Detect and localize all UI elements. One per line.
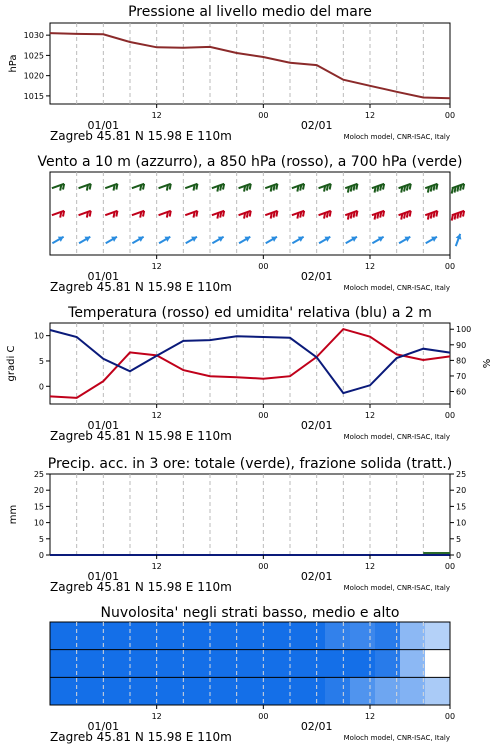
time-tick-label: 12: [151, 262, 162, 271]
wind-barb-part: [410, 211, 411, 217]
wind-barb-part: [455, 214, 456, 220]
wind-barb-part: [159, 211, 171, 215]
cloud-cell-basso: [50, 677, 76, 705]
time-tick-label: 12: [151, 411, 162, 420]
wind-barb-part: [105, 211, 117, 215]
wind-barb-part: [194, 212, 195, 218]
cloud-cell-alto: [175, 622, 201, 650]
wind-barb-part: [244, 213, 245, 219]
date-label: 02/01: [300, 270, 333, 283]
time-tick-label: 00: [444, 562, 456, 571]
time-tick-label: 12: [364, 411, 376, 420]
wind-barb-part: [428, 214, 429, 220]
pressure-chart-title: Pressione al livello medio del mare: [128, 4, 372, 20]
wind-barb-700hpa: [452, 184, 464, 194]
y-tick-label-right: 60: [456, 387, 467, 397]
y-tick-label: 25: [33, 470, 44, 479]
y-tick-label-right: 0: [456, 551, 462, 560]
y-tick-label: 1020: [23, 71, 44, 81]
wind-barb-850hpa: [372, 211, 384, 220]
cloud-cell-basso: [425, 677, 451, 705]
wind-barb-part: [356, 211, 357, 217]
wind-barb-part: [247, 185, 248, 191]
cloud-cell-alto: [400, 622, 426, 650]
wind-barb-part: [431, 213, 432, 219]
cloud-cell-basso: [275, 677, 301, 705]
wind-barb-part: [348, 214, 349, 220]
wind-barb-part: [460, 212, 461, 218]
wind-barb-700hpa: [105, 184, 117, 191]
wind-barb-part: [276, 184, 277, 190]
wind-barb-part: [247, 212, 248, 218]
wind-barb-part: [244, 186, 245, 192]
wind-barb-part: [220, 212, 221, 218]
wind-barb-700hpa: [292, 184, 304, 192]
wind-barb-850hpa: [292, 211, 304, 219]
cloud-cell-basso: [225, 677, 251, 705]
wind-barb-part: [79, 211, 91, 215]
cloud-cell-basso: [175, 677, 201, 705]
wind-barb-part: [300, 185, 301, 191]
time-tick-label: 00: [444, 111, 456, 120]
wind-barb-700hpa: [319, 184, 331, 192]
y-tick-label: 5: [38, 356, 44, 366]
wind-barb-10m: [239, 237, 250, 244]
wind-barb-10m: [346, 237, 357, 244]
cloud-cell-medio: [75, 650, 101, 678]
wind-barb-part: [303, 211, 304, 217]
cloud-chart-title: Nuvolosita' negli strati basso, medio e alto: [100, 605, 400, 621]
wind-barb-part: [87, 185, 88, 191]
wind-barb-part: [185, 184, 197, 188]
location-label: Zagreb 45.81 N 15.98 E 110m: [50, 280, 232, 294]
wind-barb-part: [143, 184, 144, 190]
y-tick-label: 10: [33, 331, 44, 341]
wind-barb-part: [220, 185, 221, 191]
wind-barb-part: [383, 211, 384, 217]
cloud-cell-medio: [275, 650, 301, 678]
wind-barb-10m: [79, 237, 90, 244]
wind-barb-part: [250, 184, 251, 190]
wind-barb-850hpa: [319, 211, 331, 219]
model-credit: Moloch model, CNR-ISAC, Italy: [343, 584, 450, 592]
wind-barb-part: [143, 211, 144, 217]
cloud-cell-alto: [125, 622, 151, 650]
wind-barb-700hpa: [399, 184, 411, 193]
wind-barb-850hpa: [132, 211, 144, 218]
location-label: Zagreb 45.81 N 15.98 E 110m: [50, 129, 232, 143]
wind-barb-700hpa: [52, 184, 64, 191]
wind-barb-700hpa: [425, 184, 437, 193]
y-axis-label: mm: [8, 504, 19, 525]
model-credit: Moloch model, CNR-ISAC, Italy: [343, 284, 450, 292]
date-label: 02/01: [300, 119, 333, 132]
wind-barb-part: [351, 213, 352, 219]
cloud-cell-medio: [50, 650, 76, 678]
wind-barb-part: [463, 211, 464, 217]
wind-barb-part: [407, 185, 408, 191]
time-tick-label: 12: [151, 562, 162, 571]
wind-barb-part: [167, 185, 168, 191]
wind-barb-part: [407, 212, 408, 218]
wind-barb-part: [60, 212, 61, 218]
cloud-cell-medio: [150, 650, 176, 678]
cloud-cell-basso: [125, 677, 151, 705]
wind-barb-part: [114, 212, 115, 218]
cloud-cell-basso: [325, 677, 351, 705]
cloud-cell-medio: [350, 650, 376, 678]
y-tick-label-right: 70: [456, 371, 467, 381]
date-label: 02/01: [300, 570, 333, 583]
y-tick-label: 1025: [23, 51, 44, 61]
time-tick-label: 12: [151, 111, 162, 120]
date-label: 02/01: [300, 419, 333, 432]
wind-barb-part: [330, 184, 331, 190]
wind-barb-part: [375, 214, 376, 220]
wind-barb-part: [167, 212, 168, 218]
wind-barb-10m: [399, 237, 410, 244]
wind-barb-part: [105, 184, 117, 188]
location-label: Zagreb 45.81 N 15.98 E 110m: [50, 730, 232, 744]
wind-barb-part: [271, 186, 272, 192]
wind-barb-part: [457, 213, 458, 219]
wind-barb-part: [434, 185, 435, 191]
wind-barb-part: [63, 184, 64, 190]
wind-barb-10m: [292, 237, 303, 244]
y-axis-label: hPa: [8, 54, 19, 73]
wind-barb-850hpa: [452, 211, 464, 221]
wind-barb-part: [457, 186, 458, 192]
wind-barb-part: [297, 186, 298, 192]
wind-barb-part: [297, 213, 298, 219]
wind-barb-part: [351, 186, 352, 192]
time-tick-label: 12: [151, 712, 162, 721]
wind-barb-part: [380, 212, 381, 218]
wind-barb-part: [377, 213, 378, 219]
cloud-cell-basso: [200, 677, 226, 705]
wind-barb-part: [303, 184, 304, 190]
y-tick-label-right: 15: [456, 502, 467, 512]
time-tick-label: 00: [444, 262, 456, 271]
wind-barb-part: [79, 184, 91, 188]
cloud-cell-medio: [200, 650, 226, 678]
wind-barb-part: [90, 184, 91, 190]
cloud-cell-alto: [300, 622, 326, 650]
date-label: 01/01: [87, 119, 120, 132]
cloud-cell-alto: [225, 622, 251, 650]
wind-barb-part: [185, 211, 197, 215]
y-tick-label: 1030: [23, 31, 44, 41]
humidity-line: [50, 330, 450, 393]
date-label: 01/01: [87, 720, 120, 733]
wind-barb-10m: [372, 237, 383, 244]
time-tick-label: 00: [258, 712, 269, 721]
wind-barb-part: [274, 212, 275, 218]
cloud-cell-alto: [200, 622, 226, 650]
wind-barb-part: [356, 184, 357, 190]
cloud-cell-basso: [400, 677, 426, 705]
wind-barb-part: [377, 186, 378, 192]
wind-barb-part: [170, 211, 171, 217]
wind-barb-part: [114, 185, 115, 191]
wind-barb-part: [348, 187, 349, 193]
cloud-cell-basso: [250, 677, 276, 705]
wind-barb-part: [452, 188, 453, 194]
y-tick-label: 5: [38, 534, 44, 544]
wind-barb-850hpa: [159, 211, 171, 218]
wind-barb-part: [223, 184, 224, 190]
cloud-cell-alto: [250, 622, 276, 650]
cloud-cell-alto: [325, 622, 351, 650]
wind-barb-part: [60, 185, 61, 191]
wind-barb-part: [63, 211, 64, 217]
wind-barb-part: [194, 185, 195, 191]
wind-barb-part: [87, 212, 88, 218]
wind-barb-10m: [212, 237, 223, 244]
time-tick-label: 12: [364, 712, 376, 721]
time-tick-label: 12: [364, 111, 376, 120]
wind-barb-700hpa: [345, 184, 357, 193]
wind-barb-part: [274, 185, 275, 191]
cloud-cell-alto: [350, 622, 376, 650]
cloud-cell-medio: [325, 650, 351, 678]
wind-barb-part: [170, 184, 171, 190]
wind-barb-850hpa: [345, 211, 357, 220]
wind-barb-10m: [159, 237, 170, 244]
cloud-cell-medio: [125, 650, 151, 678]
time-tick-label: 00: [258, 562, 269, 571]
wind-barb-part: [250, 211, 251, 217]
wind-barb-700hpa: [79, 184, 91, 191]
wind-barb-part: [217, 186, 218, 192]
cloud-cell-medio: [175, 650, 201, 678]
time-tick-label: 00: [444, 712, 456, 721]
wind-barb-700hpa: [185, 184, 197, 191]
cloud-cell-medio: [425, 650, 451, 678]
wind-barb-part: [271, 213, 272, 219]
location-label: Zagreb 45.81 N 15.98 E 110m: [50, 429, 232, 443]
wind-barb-part: [52, 211, 64, 215]
date-label: 01/01: [87, 570, 120, 583]
cloud-cell-medio: [250, 650, 276, 678]
wind-barb-10m: [456, 234, 462, 246]
wind-barb-part: [463, 184, 464, 190]
y-tick-label-right: 80: [456, 356, 467, 366]
cloud-cell-alto: [50, 622, 76, 650]
cloud-cell-medio: [400, 650, 426, 678]
wind-barb-part: [276, 211, 277, 217]
wind-barb-part: [196, 184, 197, 190]
wind-barb-part: [431, 186, 432, 192]
cloud-cell-alto: [425, 622, 451, 650]
wind-barb-part: [401, 187, 402, 193]
y-tick-label: 15: [33, 502, 44, 512]
y-tick-label: 10: [33, 518, 44, 528]
y-tick-label: 20: [33, 486, 44, 496]
wind-barb-part: [140, 212, 141, 218]
wind-barb-part: [460, 185, 461, 191]
time-tick-label: 00: [258, 111, 269, 120]
y-tick-label-right: 20: [456, 486, 467, 496]
time-tick-label: 00: [444, 411, 456, 420]
wind-chart-title: Vento a 10 m (azzurro), a 850 hPa (rosso), a 700 hPa (verde): [37, 154, 463, 170]
wind-barb-part: [410, 184, 411, 190]
cloud-cell-basso: [350, 677, 376, 705]
model-credit: Moloch model, CNR-ISAC, Italy: [343, 734, 450, 742]
wind-barb-part: [116, 211, 117, 217]
wind-barb-part: [354, 185, 355, 191]
wind-barb-10m: [319, 237, 330, 244]
wind-barb-part: [324, 186, 325, 192]
date-label: 02/01: [300, 720, 333, 733]
wind-barb-850hpa: [239, 211, 251, 219]
cloud-cell-basso: [300, 677, 326, 705]
y-tick-label: 0: [38, 551, 44, 560]
wind-barb-part: [196, 211, 197, 217]
y-tick-label: 1015: [23, 91, 44, 101]
wind-barb-part: [217, 213, 218, 219]
time-tick-label: 00: [258, 411, 269, 420]
wind-barb-part: [404, 213, 405, 219]
wind-barb-part: [330, 211, 331, 217]
location-label: Zagreb 45.81 N 15.98 E 110m: [50, 580, 232, 594]
wind-barb-part: [434, 212, 435, 218]
wind-barb-700hpa: [372, 184, 384, 193]
wind-barb-10m: [52, 237, 63, 244]
cloud-cell-alto: [275, 622, 301, 650]
wind-barb-part: [436, 184, 437, 190]
cloud-cell-medio: [300, 650, 326, 678]
wind-barb-part: [404, 186, 405, 192]
wind-barb-part: [375, 187, 376, 193]
wind-barb-700hpa: [132, 184, 144, 191]
wind-barb-850hpa: [105, 211, 117, 218]
wind-barb-700hpa: [239, 184, 251, 192]
time-tick-label: 12: [364, 262, 376, 271]
wind-barb-700hpa: [212, 184, 224, 192]
temperature-humidity-chart-title: Temperatura (rosso) ed umidita' relativa (blu) a 2 m: [68, 305, 432, 321]
wind-barb-part: [428, 187, 429, 193]
model-credit: Moloch model, CNR-ISAC, Italy: [343, 133, 450, 141]
wind-barb-part: [140, 185, 141, 191]
wind-barb-850hpa: [265, 211, 277, 219]
cloud-cell-alto: [75, 622, 101, 650]
wind-barb-part: [327, 185, 328, 191]
wind-barb-700hpa: [159, 184, 171, 191]
wind-barb-850hpa: [79, 211, 91, 218]
date-label: 01/01: [87, 419, 120, 432]
wind-barb-part: [52, 184, 64, 188]
wind-barb-part: [300, 212, 301, 218]
date-label: 01/01: [87, 270, 120, 283]
y-tick-label-right: 100: [456, 325, 472, 335]
wind-barb-part: [327, 212, 328, 218]
model-credit: Moloch model, CNR-ISAC, Italy: [343, 433, 450, 441]
y-tick-label-right: 10: [456, 518, 467, 528]
wind-barb-10m: [106, 237, 117, 244]
y-axis-label: gradi C: [6, 345, 17, 382]
time-tick-label: 00: [258, 262, 269, 271]
wind-barb-part: [455, 187, 456, 193]
wind-barb-850hpa: [52, 211, 64, 218]
precipitation-chart-title: Precip. acc. in 3 ore: totale (verde), frazione solida (tratt.): [47, 456, 453, 472]
wind-barb-850hpa: [399, 211, 411, 220]
y-axis-label-right: %: [482, 358, 493, 369]
cloud-cell-basso: [150, 677, 176, 705]
plot-frame: [50, 474, 450, 555]
wind-barb-10m: [426, 237, 437, 244]
wind-barb-part: [401, 214, 402, 220]
cloud-cell-basso: [75, 677, 101, 705]
wind-barb-part: [383, 184, 384, 190]
wind-barb-850hpa: [185, 211, 197, 218]
y-tick-label-right: 25: [456, 470, 467, 479]
wind-barb-part: [324, 213, 325, 219]
y-tick-label: 0: [38, 382, 44, 392]
wind-barb-850hpa: [212, 211, 224, 219]
wind-barb-part: [436, 211, 437, 217]
wind-barb-10m: [266, 237, 277, 244]
wind-barb-10m: [132, 237, 143, 244]
wind-barb-part: [354, 212, 355, 218]
wind-barb-part: [380, 185, 381, 191]
cloud-cell-medio: [225, 650, 251, 678]
wind-barb-part: [116, 184, 117, 190]
wind-barb-part: [90, 211, 91, 217]
wind-barb-10m: [186, 237, 197, 244]
wind-barb-850hpa: [425, 211, 437, 220]
y-tick-label-right: 90: [456, 340, 467, 350]
wind-barb-part: [452, 215, 453, 221]
cloud-cell-alto: [150, 622, 176, 650]
wind-barb-part: [223, 211, 224, 217]
wind-barb-part: [159, 184, 171, 188]
wind-barb-700hpa: [265, 184, 277, 192]
time-tick-label: 12: [364, 562, 376, 571]
wind-barb-part: [132, 211, 144, 215]
y-tick-label-right: 5: [456, 534, 462, 544]
wind-barb-part: [132, 184, 144, 188]
